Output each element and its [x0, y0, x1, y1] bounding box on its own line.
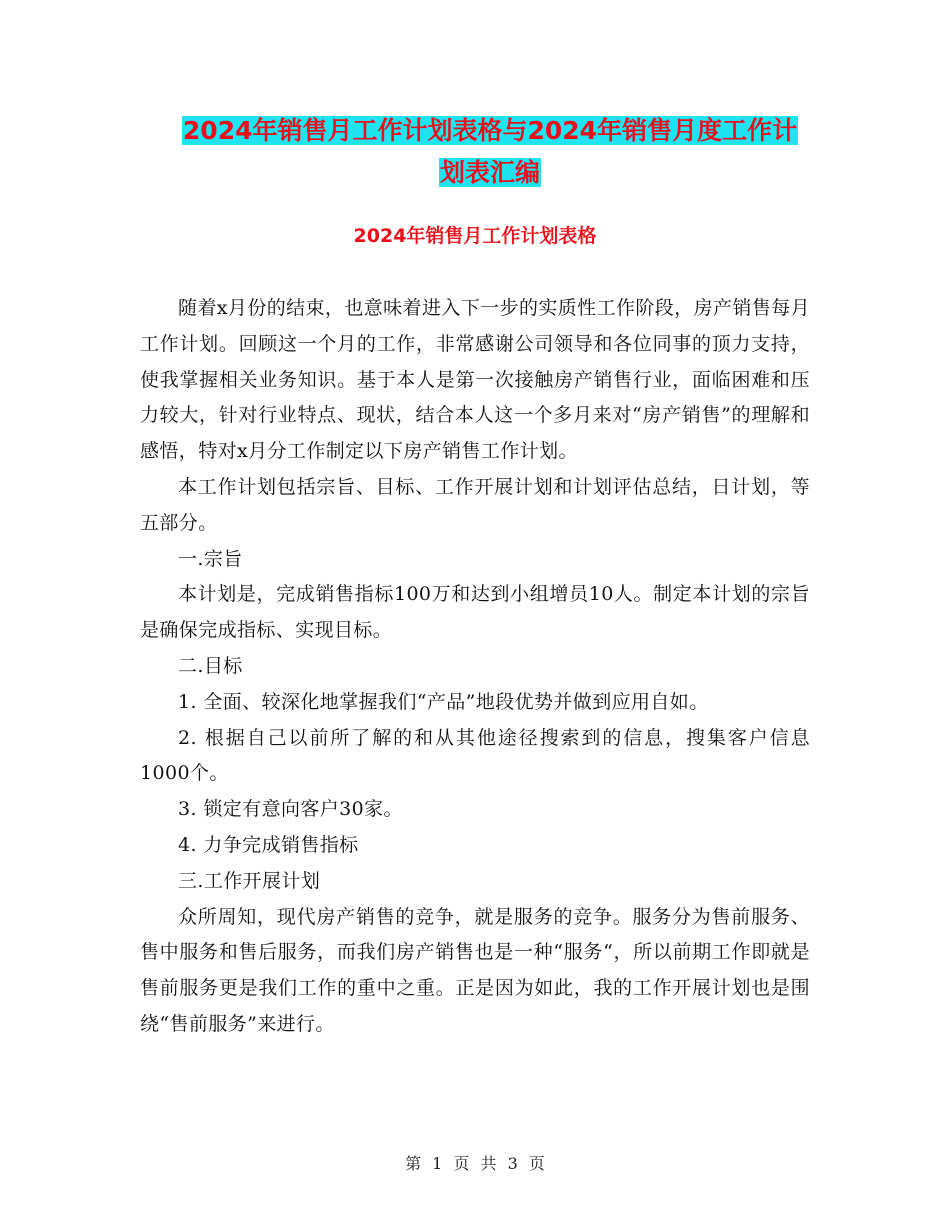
goal-item-3: 3. 锁定有意向客户30家。 [178, 798, 403, 821]
heading-purpose: 一.宗旨 [178, 547, 243, 570]
paragraph-work-plan: 众所周知，现代房产销售的竞争，就是服务的竞争。服务分为售前服务、售中服务和售后服务，而我们房产销售也是一种“服务“，所以前期工作即就是售前服务更是我们工作的重中之重。正是因为如此，我的工作开展计划也是围绕“售前服务”来进行。 [140, 905, 810, 1035]
heading-work-plan: 三.工作开展计划 [178, 869, 321, 892]
goal-item-2: 2. 根据自己以前所了解的和从其他途径搜索到的信息，搜集客户信息1000个。 [140, 726, 810, 785]
document-title-line-1-text: 2024年销售月工作计划表格与2024年销售月度工作计 [182, 116, 798, 145]
document-title-line-2-text: 划表汇编 [439, 158, 540, 187]
page-footer: 第 1 页 共 3 页 [405, 1154, 545, 1173]
document-title-line-1 [140, 108, 840, 154]
document-body [140, 291, 810, 1043]
goal-item-4: 4. 力争完成销售指标 [178, 833, 359, 856]
section-title: 2024年销售月工作计划表格 [353, 225, 597, 247]
goal-item-1: 1. 全面、较深化地掌握我们“产品”地段优势并做到应用自如。 [178, 690, 709, 713]
paragraph-purpose: 本计划是，完成销售指标100万和达到小组增员10人。制定本计划的宗旨是确保完成指标、实现目标。 [140, 583, 810, 642]
paragraph-overview: 本工作计划包括宗旨、目标、工作开展计划和计划评估总结，日计划，等五部分。 [140, 475, 810, 534]
heading-goals: 二.目标 [178, 654, 243, 677]
document-title-line-2 [140, 150, 840, 196]
paragraph-intro: 随着x月份的结束，也意味着进入下一步的实质性工作阶段，房产销售每月工作计划。回顾这一个月的工作，非常感谢公司领导和各位同事的顶力支持，使我掌握相关业务知识。基于本人是第一次接触房产销售行业，面临困难和压力较大，针对行业特点、现状，结合本人这一个多月来对“房产销售”的理解和感悟，特对x月分工作制定以下房产销售工作计划。 [140, 297, 810, 463]
